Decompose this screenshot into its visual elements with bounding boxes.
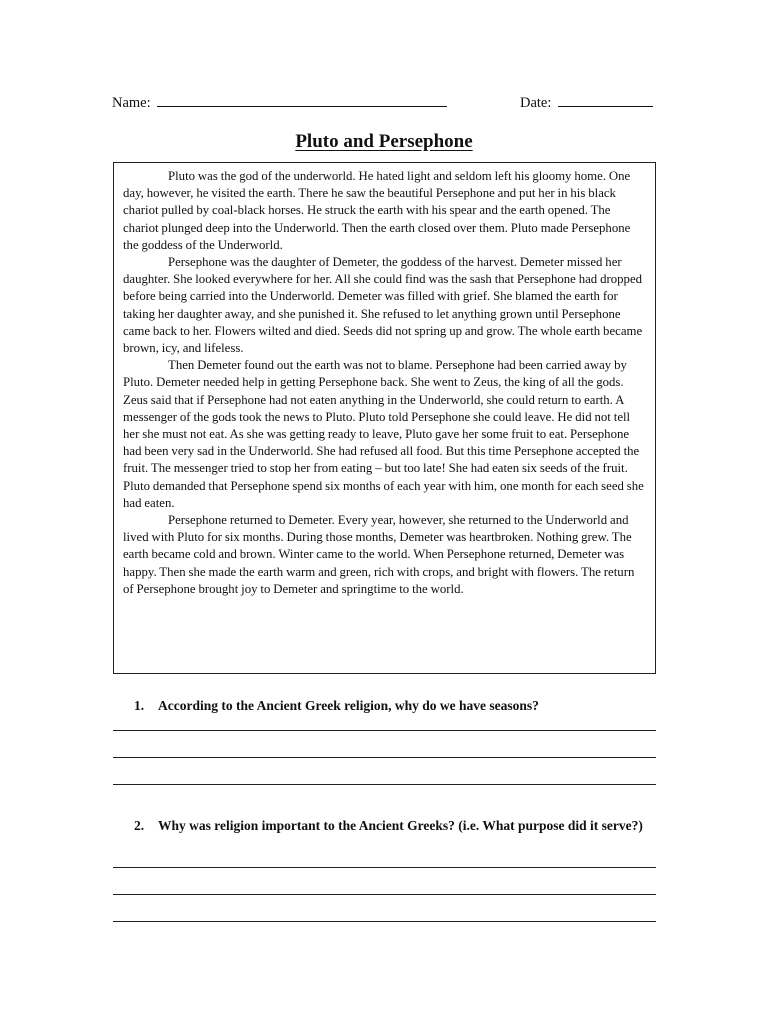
header-row: [112, 94, 656, 114]
date-label: Date:: [520, 95, 552, 111]
question-2: [134, 817, 656, 835]
question-text: According to the Ancient Greek religion, why do we have seasons?: [158, 698, 539, 713]
story-paragraph: Persephone returned to Demeter. Every year, however, she returned to the Underworld and lived with Pluto for six months. During those months, Demeter was heartbroken. Nothing grew. The earth became cold and brown. Winter came to the world. When Persephone returned, Demeter was happy. Then she made the earth warm and green, rich with crops, and bright with flowers. The return of Persephone brought joy to Demeter and springtime to the world.: [123, 513, 635, 596]
question-1: [134, 697, 656, 715]
date-blank-line[interactable]: [558, 94, 653, 107]
answer-line-q2[interactable]: [113, 867, 656, 868]
name-label: Name:: [112, 95, 151, 111]
page-title: Pluto and Persephone: [295, 131, 473, 152]
date-field: [520, 94, 653, 112]
story-paragraph: Then Demeter found out the earth was not to blame. Persephone had been carried away by Pluto. Demeter needed help in getting Persephone back. She went to Zeus, the king of all the gods. Zeus said that if Persephone had not eaten anything in the Underworld, she could return to earth. A messenger of the gods took the news to Pluto. Pluto told Persephone she could leave. He did not tell her she must not eat. As she was getting ready to leave, Pluto gave her some fruit to eat. Persephone had been very sad in the Underworld. She had refused all food. But this time Persephone accepted the fruit. The messenger tried to stop her from eating – but too late! She had eaten six seeds of the fruit. Pluto demanded that Persephone spend six months of each year with him, one month for each seed she had eaten.: [123, 358, 644, 510]
answer-line-q2[interactable]: [113, 921, 656, 922]
answer-line-q1[interactable]: [113, 730, 656, 731]
question-number: 2.: [134, 818, 145, 833]
story-paragraph: Pluto was the god of the underworld. He hated light and seldom left his gloomy home. One day, however, he visited the earth. There he saw the beautiful Persephone and put her in his black chariot pulled by coal-black horses. He struck the earth with his spear and the earth opened. The chariot plunged deep into the Underworld. Then the earth closed over them. Pluto made Persephone the goddess of the Underworld.: [123, 169, 631, 252]
question-text: Why was religion important to the Ancient Greeks? (i.e. What purpose did it serve?): [158, 818, 643, 833]
story-box: [113, 162, 656, 674]
story-paragraph: Persephone was the daughter of Demeter, the goddess of the harvest. Demeter missed her daughter. She looked everywhere for her. All she could find was the sash that Persephone had dropped before being carried into the Underworld. Demeter was filled with grief. She blamed the earth for taking her daughter away, and she punished it. She refused to let anything grown until Persephone came back to her. Flowers wilted and died. Seeds did not spring up and grow. The whole earth became brown, icy, and lifeless.: [123, 255, 643, 356]
question-number: 1.: [134, 698, 145, 713]
answer-line-q2[interactable]: [113, 894, 656, 895]
name-blank-line[interactable]: [157, 94, 447, 107]
name-field: [112, 94, 447, 112]
answer-line-q1[interactable]: [113, 784, 656, 785]
answer-line-q1[interactable]: [113, 757, 656, 758]
